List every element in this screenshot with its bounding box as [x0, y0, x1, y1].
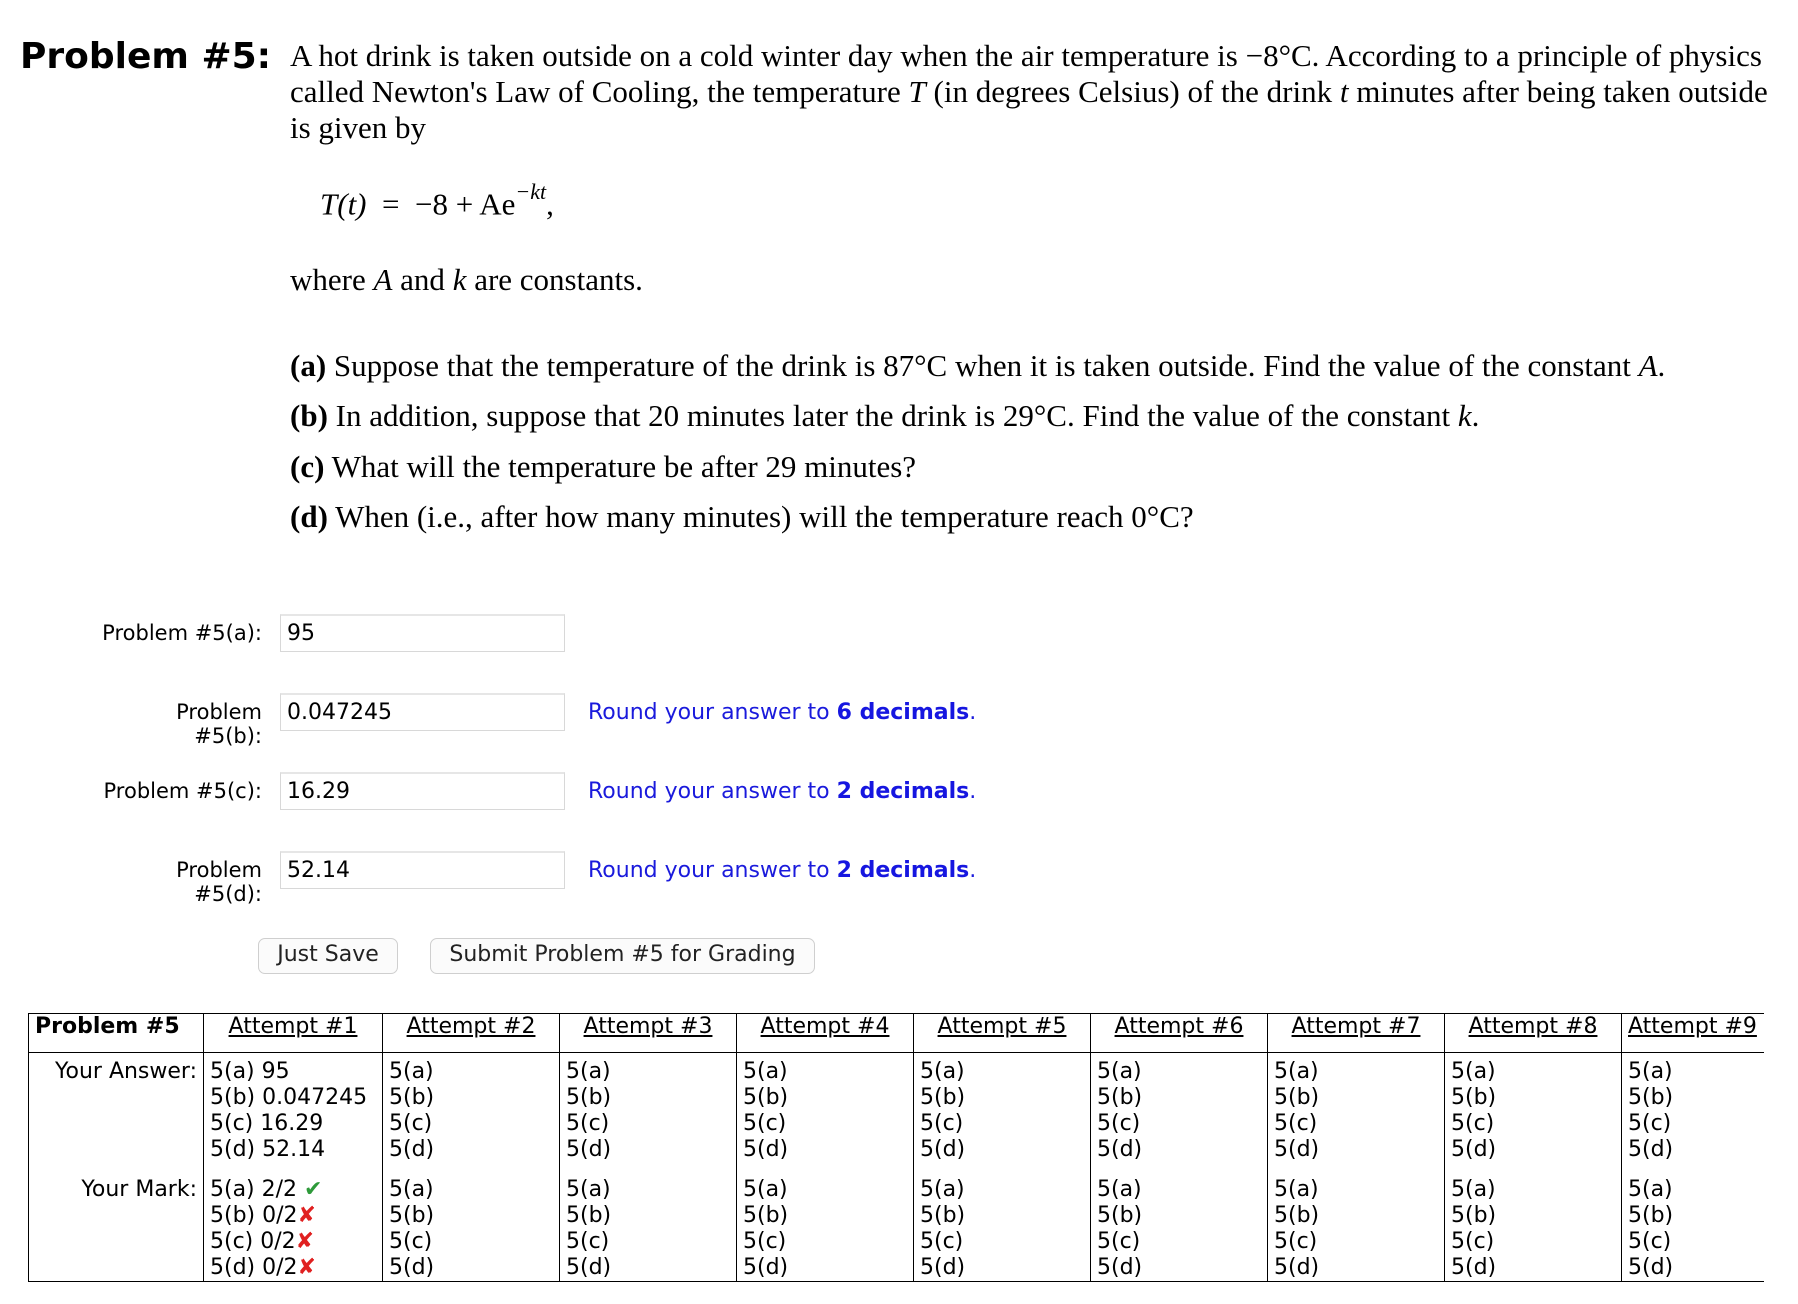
attempt-7-answers — [1268, 1053, 1445, 1164]
attempt-9-answers — [1622, 1053, 1765, 1164]
attempt-line: 5(d) — [920, 1255, 966, 1280]
attempt-8-marks — [1445, 1163, 1622, 1282]
attempt-line: 5(b) — [1274, 1085, 1320, 1110]
attempt-line: 5(d) — [1451, 1137, 1497, 1162]
attempt-line: 5(d) — [389, 1255, 435, 1280]
answers-row — [29, 1053, 1765, 1164]
attempt-line: 5(b) — [1274, 1203, 1320, 1228]
attempts-header-label: Problem #5 — [29, 1014, 204, 1053]
attempt-line: 5(d) — [1451, 1255, 1497, 1280]
attempt-line: 5(c) — [743, 1111, 787, 1136]
attempt-line: 5(b) — [389, 1085, 435, 1110]
attempt-line: 5(c) — [389, 1111, 433, 1136]
attempt-line: 5(a) — [1628, 1177, 1673, 1202]
submit-button[interactable]: Submit Problem #5 for Grading — [430, 938, 815, 974]
attempt-line: 5(b) — [920, 1085, 966, 1110]
cross-icon: ✘ — [295, 1229, 315, 1254]
attempt-6-link[interactable]: Attempt #6 — [1114, 1014, 1244, 1039]
attempt-line: 5(d) — [1274, 1255, 1320, 1280]
attempt-line: 5(c) — [920, 1111, 964, 1136]
answer-a-label: Problem #5(a): — [102, 621, 262, 645]
attempt-4-answers — [737, 1053, 914, 1164]
attempt-line: 5(c) — [743, 1229, 787, 1254]
attempt-9-marks — [1622, 1163, 1765, 1282]
attempt-5-answers — [914, 1053, 1091, 1164]
attempts-table — [28, 1013, 1764, 1282]
constants-pre: where — [290, 262, 366, 297]
attempt-5-marks — [914, 1163, 1091, 1282]
constants-k: k — [452, 262, 467, 297]
answer-c-label: Problem #5(c): — [103, 779, 262, 803]
attempt-line: 5(a) — [389, 1177, 434, 1202]
part-b: (b) In addition, suppose that 20 minutes later the drink is 29°C. Find the value of the constant k. — [290, 398, 1480, 433]
attempt-line: 5(a) — [566, 1059, 611, 1084]
attempt-line: 5(a) — [1274, 1059, 1319, 1084]
attempt-2-answers — [383, 1053, 560, 1164]
intro-var-T: T — [908, 74, 926, 109]
attempt-line: 5(c) — [1097, 1229, 1141, 1254]
attempt-line: 5(c) — [1451, 1111, 1495, 1136]
attempt-line: 5(b) — [1097, 1085, 1143, 1110]
attempt-line: 5(c) — [566, 1229, 610, 1254]
attempt-7-link[interactable]: Attempt #7 — [1291, 1014, 1421, 1039]
formula-eq: = — [382, 186, 400, 222]
attempt-1-marks: 5(a) 2/2 ✔ 5(b) 0/2✘ 5(c) 0/2✘ 5(d) 0/2✘ — [204, 1163, 383, 1282]
attempt-line: 5(b) — [389, 1203, 435, 1228]
attempt-line: 5(c) — [920, 1229, 964, 1254]
attempt-line: 5(b) — [1097, 1203, 1143, 1228]
answer-a-input[interactable] — [280, 614, 565, 652]
answer-b-input[interactable] — [280, 693, 565, 731]
attempt-line: 5(b) — [1451, 1203, 1497, 1228]
attempt-line: 5(c) — [1274, 1229, 1318, 1254]
attempt-line: 5(a) — [743, 1059, 788, 1084]
attempt-line: 5(c) — [1274, 1111, 1318, 1136]
intro-var-t: t — [1339, 74, 1349, 109]
attempt-line: 5(a) — [389, 1059, 434, 1084]
attempt-8-answers — [1445, 1053, 1622, 1164]
attempt-6-marks — [1091, 1163, 1268, 1282]
attempt-line: 5(b) — [743, 1203, 789, 1228]
check-icon: ✔ — [304, 1177, 323, 1202]
attempt-line: 5(a) — [743, 1177, 788, 1202]
attempt-line: 5(a) — [920, 1059, 965, 1084]
attempt-2-marks — [383, 1163, 560, 1282]
attempt-4-link[interactable]: Attempt #4 — [760, 1014, 890, 1039]
answer-d-input[interactable] — [280, 851, 565, 889]
attempt-line: 5(a) — [1097, 1177, 1142, 1202]
answer-c-input[interactable] — [280, 772, 565, 810]
attempt-line: 5(d) — [1097, 1255, 1143, 1280]
attempt-line: 5(b) — [743, 1085, 789, 1110]
attempt-line: 5(d) — [1628, 1255, 1674, 1280]
answer-b-hint: Round your answer to 6 decimals. — [588, 700, 977, 725]
attempt-line: 5(d) — [1274, 1137, 1320, 1162]
constants-post: are constants. — [474, 262, 643, 297]
attempt-line: 5(d) — [743, 1137, 789, 1162]
attempt-line: 5(c) — [566, 1111, 610, 1136]
attempt-1-link[interactable]: Attempt #1 — [228, 1014, 358, 1039]
problem-intro — [290, 38, 1770, 146]
attempt-line: 5(a) — [1097, 1059, 1142, 1084]
attempt-6-answers — [1091, 1053, 1268, 1164]
marks-row — [29, 1163, 1765, 1282]
attempt-line: 5(a) — [1628, 1059, 1673, 1084]
attempt-line: 5(d) — [389, 1137, 435, 1162]
part-d: (d) When (i.e., after how many minutes) will the temperature reach 0°C? — [290, 499, 1194, 534]
attempt-line: 5(a) — [920, 1177, 965, 1202]
answer-b-label: Problem #5(b): — [176, 700, 262, 748]
attempt-line: 5(a) — [1451, 1177, 1496, 1202]
attempt-5-link[interactable]: Attempt #5 — [937, 1014, 1067, 1039]
answer-c-hint: Round your answer to 2 decimals. — [588, 779, 977, 804]
constants-note — [290, 262, 643, 298]
attempt-line: 5(d) — [743, 1255, 789, 1280]
attempt-line: 5(c) — [389, 1229, 433, 1254]
constants-and: and — [400, 262, 445, 297]
attempt-line: 5(a) — [1451, 1059, 1496, 1084]
attempt-line: 5(c) — [1628, 1111, 1672, 1136]
attempt-1-answers: 5(a) 95 5(b) 0.047245 5(c) 16.29 5(d) 52.14 — [204, 1053, 383, 1164]
attempt-line: 5(b) — [566, 1085, 612, 1110]
constants-A: A — [373, 262, 393, 297]
attempt-line: 5(d) — [920, 1137, 966, 1162]
attempt-line: 5(d) — [566, 1137, 612, 1162]
problem-title: Problem #5: — [20, 36, 272, 77]
intro-text: A hot drink is taken outside on a cold winter day when the air temperature is −8°C. According to a principle of physics called Newton's Law of Cooling, the temperature — [290, 38, 1762, 109]
intro-end: minutes after being taken outside is given by — [290, 74, 1768, 145]
formula-rhs: −8 + Ae — [414, 186, 516, 222]
attempt-line: 5(b) — [920, 1203, 966, 1228]
formula-exponent: −kt — [515, 179, 547, 204]
attempt-line: 5(d) — [1628, 1137, 1674, 1162]
attempt-line: 5(b) — [1628, 1203, 1674, 1228]
attempt-line: 5(c) — [1097, 1111, 1141, 1136]
attempt-3-link[interactable]: Attempt #3 — [583, 1014, 713, 1039]
your-answer-label: Your Answer: — [29, 1053, 204, 1164]
attempt-2-link[interactable]: Attempt #2 — [406, 1014, 536, 1039]
attempt-3-marks — [560, 1163, 737, 1282]
attempt-3-answers — [560, 1053, 737, 1164]
answer-d-hint: Round your answer to 2 decimals. — [588, 858, 977, 883]
formula-comma: , — [546, 186, 554, 222]
attempt-line: 5(d) — [1097, 1137, 1143, 1162]
attempt-line: 5(a) — [566, 1177, 611, 1202]
attempt-line: 5(b) — [1451, 1085, 1497, 1110]
formula — [320, 179, 554, 222]
cross-icon: ✘ — [297, 1203, 316, 1228]
attempt-8-link[interactable]: Attempt #8 — [1468, 1014, 1598, 1039]
attempt-line: 5(d) — [566, 1255, 612, 1280]
just-save-button[interactable]: Just Save — [258, 938, 398, 974]
attempt-line: 5(a) — [1274, 1177, 1319, 1202]
attempt-4-marks — [737, 1163, 914, 1282]
attempt-7-marks — [1268, 1163, 1445, 1282]
intro-mid: (in degrees Celsius) of the drink — [933, 74, 1333, 109]
attempt-line: 5(c) — [1628, 1229, 1672, 1254]
part-a: (a) Suppose that the temperature of the drink is 87°C when it is taken outside. Find the value of the constant A. — [290, 348, 1666, 383]
attempt-line: 5(b) — [566, 1203, 612, 1228]
attempt-9-link[interactable]: Attempt #9 — [1628, 1014, 1757, 1039]
cross-icon: ✘ — [297, 1255, 316, 1280]
attempt-line: 5(c) — [1451, 1229, 1495, 1254]
part-c: (c) What will the temperature be after 29 minutes? — [290, 449, 917, 484]
your-mark-label: Your Mark: — [29, 1163, 204, 1282]
answer-d-label: Problem #5(d): — [176, 858, 262, 906]
formula-lhs: T(t) — [320, 186, 367, 222]
attempt-line: 5(b) — [1628, 1085, 1674, 1110]
